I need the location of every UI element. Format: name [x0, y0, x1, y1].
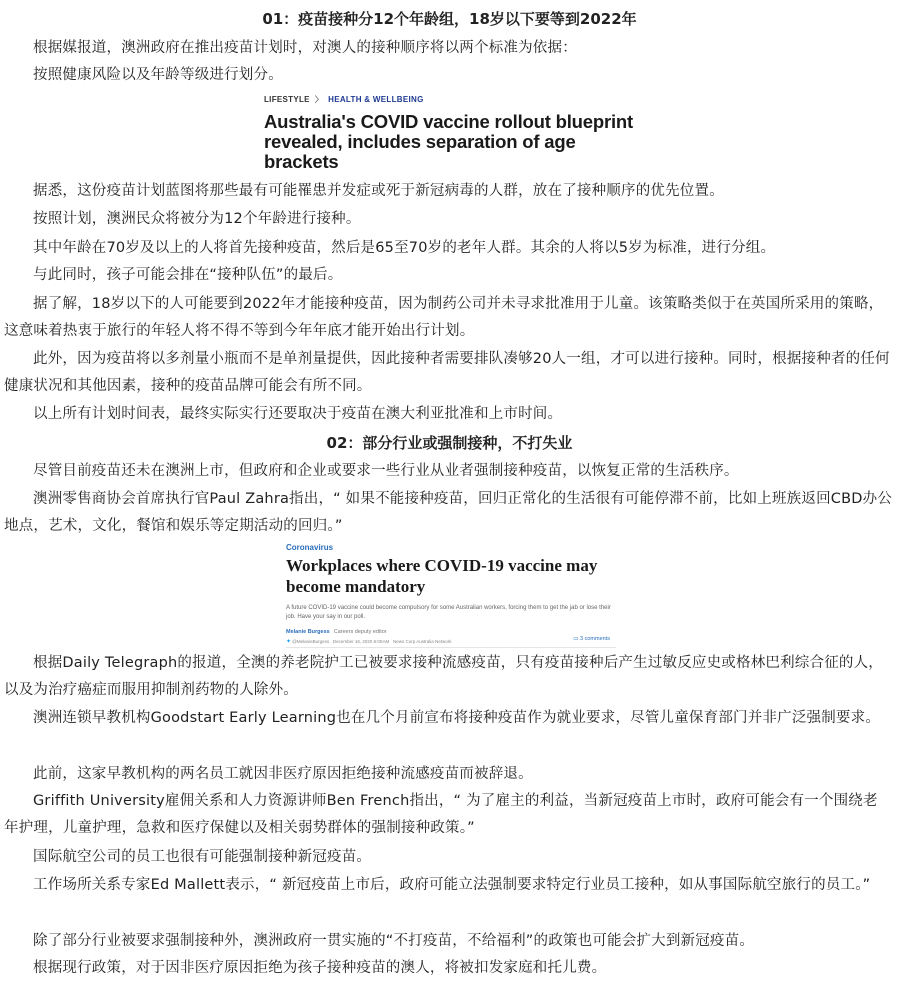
- paragraph: 按照健康风险以及年龄等级进行划分。: [33, 67, 283, 83]
- section-2-heading: 02：部分行业或强制接种，不打失业: [326, 434, 573, 452]
- paragraph: 国际航空公司的员工也很有可能强制接种新冠疫苗。: [33, 849, 372, 865]
- divider: [286, 647, 616, 648]
- comments-count: 3 comments: [580, 636, 610, 642]
- author-handle: @MelanieBurgess: [292, 639, 330, 644]
- section-1-heading: 01：疫苗接种分12个年龄组，18岁以下要等到2022年: [262, 10, 637, 28]
- article-network: News Corp Australia Network: [392, 639, 452, 644]
- comments-link: [573, 636, 610, 642]
- paragraph: 工作场所关系专家Ed Mallett表示，“ 新冠疫苗上市后，政府可能立法强制要求特定行业员工接种，如从事国际航空旅行的员工。”: [33, 877, 871, 893]
- paragraph: 除了部分行业被要求强制接种外，澳洲政府一贯实施的“不打疫苗，不给福利”的政策也可能会扩大到新冠疫苗。: [33, 933, 755, 949]
- article-standfirst: A future COVID-19 vaccine could become compulsory for some Australian workers, forcing them to get the jab or lose their job. Have your say in our poll.: [286, 605, 611, 620]
- comment-icon: ▭: [573, 636, 579, 642]
- paragraph: 根据Daily Telegraph的报道，全澳的养老院护工已被要求接种流感疫苗，只有疫苗接种后产生过敏反应史或格林巴利综合征的人，以及为治疗癌症而服用抑制剂药物的人除外。: [4, 655, 884, 698]
- paragraph: 以上所有计划时间表，最终实际实行还要取决于疫苗在澳大利亚批准和上市时间。: [33, 406, 563, 422]
- paragraph: 此前，这家早教机构的两名员工就因非医疗原因拒绝接种流感疫苗而被辞退。: [33, 766, 533, 782]
- paragraph: Griffith University雇佣关系和人力资源讲师Ben French指出，“ 为了雇主的利益，当新冠疫苗上市时，政府可能会有一个围绕老年护理，儿童护理，急救和医疗保健以及相关弱势群体的强制接种政策。”: [4, 793, 878, 836]
- article-meta: [286, 638, 452, 645]
- paragraph: 按照计划，澳洲民众将被分为12个年龄进行接种。: [33, 211, 361, 227]
- paragraph: 据悉，这份疫苗计划蓝图将那些最有可能罹患并发症或死于新冠病毒的人群，放在了接种顺序的优先位置。: [33, 183, 724, 199]
- paragraph: 澳洲连锁早教机构Goodstart Early Learning也在几个月前宣布将接种疫苗作为就业要求，尽管儿童保育部门并非广泛强制要求。: [33, 710, 881, 726]
- paragraph: 其中年龄在70岁及以上的人将首先接种疫苗，然后是65至70岁的老年人群。其余的人将以5岁为标准，进行分组。: [33, 240, 776, 256]
- paragraph: 据了解，18岁以下的人可能要到2022年才能接种疫苗，因为制药公司并未寻求批准用于儿童。该策略类似于在英国所采用的策略，这意味着热衷于旅行的年轻人将不得不等到今年年底才能开始出行计划。: [4, 296, 884, 339]
- author-name: Melanie Burgess: [286, 629, 330, 635]
- article-kicker: Coronavirus: [286, 543, 334, 552]
- breadcrumb-subsection: HEALTH & WELLBEING: [328, 95, 424, 104]
- article-author: [286, 629, 387, 635]
- news-headline-title: Australia's COVID vaccine rollout blueprint revealed, includes separation of age brackets: [264, 111, 633, 172]
- paragraph: 根据现行政策，对于因非医疗原因拒绝为孩子接种疫苗的澳人，将被扣发家庭和托儿费。: [33, 960, 607, 976]
- news-article-screenshot: [282, 539, 622, 651]
- news-headline-screenshot: [258, 92, 640, 174]
- breadcrumb-separator-icon: 〉: [314, 95, 324, 104]
- paragraph: 根据媒报道，澳洲政府在推出疫苗计划时，对澳人的接种顺序将以两个标准为依据：: [33, 40, 577, 56]
- paragraph: 此外，因为疫苗将以多剂量小瓶而不是单剂量提供，因此接种者需要排队凑够20人一组，才可以进行接种。同时，根据接种者的任何健康状况和其他因素，接种的疫苗品牌可能会有所不同。: [4, 351, 890, 394]
- twitter-icon: ✦: [286, 639, 292, 645]
- article-date: December 16, 2020 6:00AM: [332, 639, 390, 644]
- breadcrumb-section: LIFESTYLE: [264, 95, 310, 104]
- paragraph: 与此同时，孩子可能会排在“接种队伍”的最后。: [33, 267, 343, 283]
- breadcrumb: [264, 94, 424, 105]
- author-role: Careers deputy editor: [333, 629, 387, 635]
- paragraph: 尽管目前疫苗还未在澳洲上市，但政府和企业或要求一些行业从业者强制接种疫苗，以恢复正常的生活秩序。: [33, 463, 739, 479]
- article-title: Workplaces where COVID-19 vaccine may become mandatory: [286, 556, 598, 596]
- paragraph: 澳洲零售商协会首席执行官Paul Zahra指出，“ 如果不能接种疫苗，回归正常化的生活很有可能停滞不前，比如上班族返回CBD办公地点，艺术，文化，餐馆和娱乐等定期活动的回归。”: [4, 491, 893, 534]
